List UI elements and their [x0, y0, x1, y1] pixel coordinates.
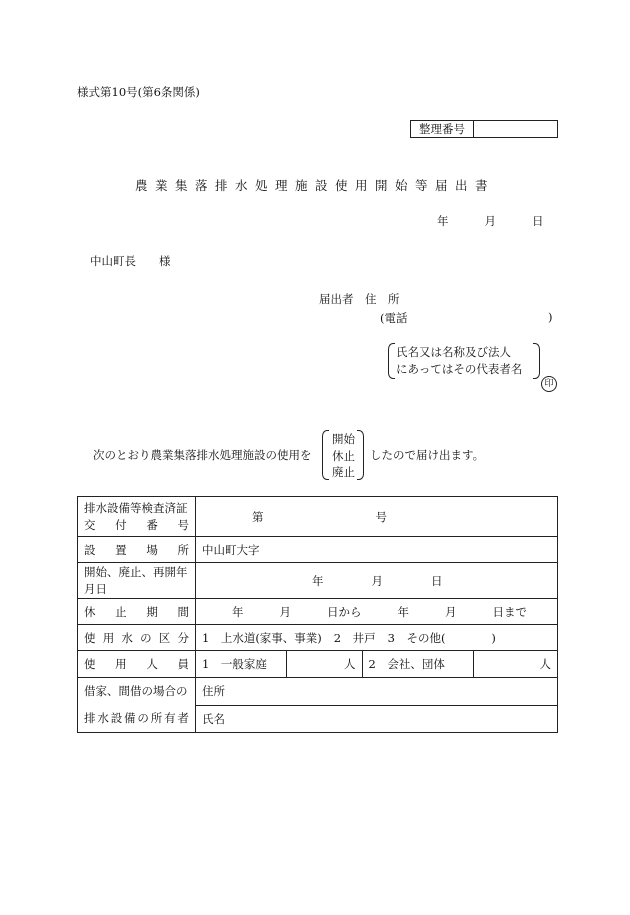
suspension-to-year: 年: [397, 604, 409, 619]
users-field: [196, 651, 558, 678]
reference-number-field[interactable]: [474, 121, 557, 137]
notification-form-table: [77, 496, 558, 733]
applicant-name-label: [396, 344, 522, 378]
owner-address-field[interactable]: 住所: [196, 678, 558, 706]
seal-mark: 印: [541, 376, 557, 392]
phone-label: (電話: [380, 311, 408, 325]
water-type-option-2[interactable]: 2 井戸: [333, 630, 376, 645]
suspension-to-day: 日まで: [492, 604, 527, 619]
location-label: 設 置 場 所: [78, 537, 196, 563]
date-year: 年: [437, 214, 449, 228]
water-type-field[interactable]: [196, 625, 558, 651]
form-number: 様式第10号(第6条関係): [77, 85, 200, 99]
owner-label: [78, 678, 196, 733]
options-bracket-left: [322, 430, 329, 480]
suspension-to-month: 月: [445, 604, 457, 619]
name-label-line2: にあってはその代表者名: [396, 362, 523, 376]
inspection-label-line1: 排水設備等検査済証: [84, 500, 188, 515]
date-month: 月: [484, 214, 496, 228]
reference-number-box: [410, 120, 558, 138]
name-bracket-left: [388, 343, 395, 379]
inspection-go: 号: [375, 509, 387, 524]
option-start[interactable]: 開始: [332, 432, 355, 446]
users-household-count[interactable]: 人: [286, 651, 362, 677]
owner-label-line2: 排 水 設 備 の 所 有 者: [84, 711, 189, 725]
row-owner-address: [78, 678, 558, 706]
water-type-option-1[interactable]: 1 上水道(家事、事業): [202, 630, 322, 645]
row-inspection-certificate: [78, 497, 558, 537]
row-start-date: [78, 563, 558, 599]
row-users: [78, 651, 558, 678]
inspection-label-line2: 交 付 番 号: [84, 517, 189, 532]
status-options: [332, 431, 355, 481]
applicant-address-label: 届出者 住 所: [319, 292, 400, 306]
suspension-field[interactable]: [196, 599, 558, 625]
owner-name-field[interactable]: 氏名: [196, 705, 558, 733]
inspection-dai: 第: [252, 509, 264, 524]
suspension-from-month: 月: [279, 604, 291, 619]
users-company-label: 2 会社、団体: [362, 651, 474, 677]
users-company-count[interactable]: 人: [473, 651, 557, 677]
name-bracket-right: [533, 343, 540, 379]
row-suspension-period: [78, 599, 558, 625]
option-abolish[interactable]: 廃止: [332, 465, 355, 479]
users-household-label: 1 一般家庭: [202, 657, 267, 671]
date-line: [437, 213, 544, 229]
phone-close-paren: ): [548, 310, 553, 324]
date-day: 日: [532, 214, 544, 228]
users-label: 使 用 人 員: [78, 651, 196, 678]
start-date-label: 開始、廃止、再開年月日: [78, 563, 196, 599]
reference-number-label: 整理番号: [411, 121, 474, 137]
document-title: 農業集落排水処理施設使用開始等届出書: [134, 178, 495, 193]
suspension-from-day: 日から: [327, 604, 362, 619]
options-bracket-right: [357, 430, 364, 480]
option-suspend[interactable]: 休止: [332, 448, 355, 463]
start-date-day: 日: [431, 573, 443, 588]
statement-text-pre: 次のとおり農業集落排水処理施設の使用を: [93, 448, 312, 462]
suspension-label: 休 止 期 間: [78, 599, 196, 625]
statement-text-post: したので届け出ます。: [370, 448, 485, 462]
inspection-number-field[interactable]: [196, 497, 558, 537]
row-location: [78, 537, 558, 563]
location-field[interactable]: 中山町大字: [196, 537, 558, 563]
name-label-line1: 氏名又は名称及び法人: [396, 345, 511, 359]
owner-label-line1: 借家、間借の場合の: [84, 684, 188, 698]
start-date-month: 月: [371, 573, 383, 588]
inspection-label: [78, 497, 196, 537]
start-date-year: 年: [312, 573, 324, 588]
water-type-label: 使 用 水 の 区 分: [78, 625, 196, 651]
row-water-type: [78, 625, 558, 651]
addressee: 中山町長 様: [90, 254, 171, 268]
water-type-option-3[interactable]: 3 その他( ): [387, 630, 496, 645]
start-date-field[interactable]: [196, 563, 558, 599]
suspension-from-year: 年: [232, 604, 244, 619]
